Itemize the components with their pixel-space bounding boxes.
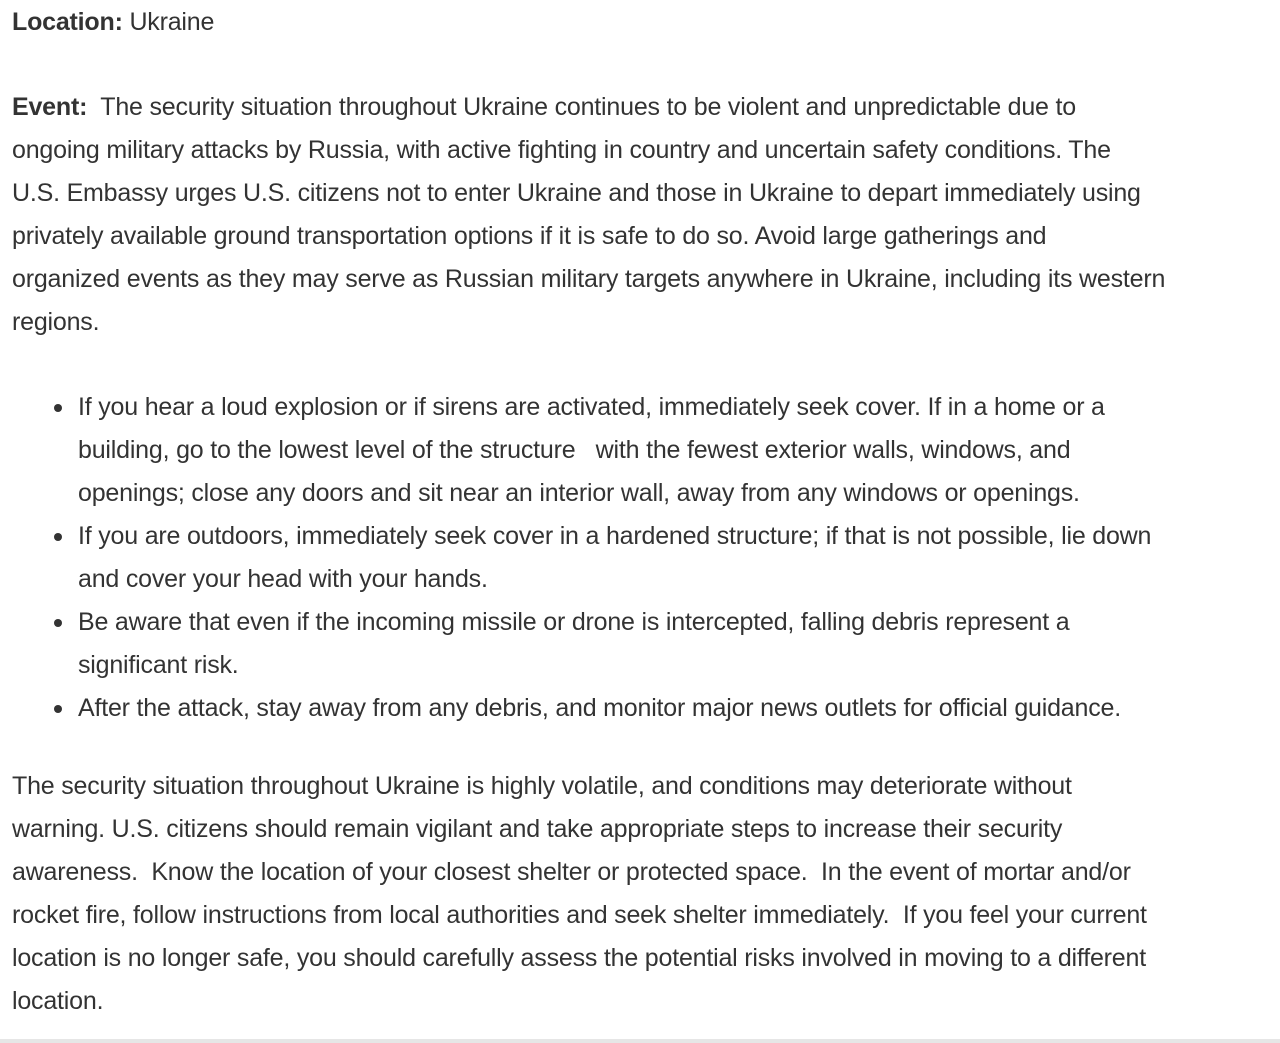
closing-line: warning. U.S. citizens should remain vigilant and take appropriate steps to increase their security bbox=[12, 815, 1063, 843]
event-line bbox=[12, 86, 1252, 129]
event-line: privately available ground transportation options if it is safe to do so. Avoid large gatherings and bbox=[12, 222, 1047, 250]
closing-line: location is no longer safe, you should carefully assess the potential risks involved in moving to a different bbox=[12, 944, 1146, 972]
list-item-line: openings; close any doors and sit near an interior wall, away from any windows or openings. bbox=[78, 479, 1080, 507]
bottom-divider bbox=[0, 1039, 1280, 1043]
event-line: ongoing military attacks by Russia, with active fighting in country and uncertain safety conditions. The bbox=[12, 136, 1111, 164]
list-item bbox=[12, 386, 1252, 515]
bullet-icon bbox=[54, 533, 62, 541]
event-text: The security situation throughout Ukraine continues to be violent and unpredictable due to bbox=[87, 93, 1076, 121]
list-item-line: Be aware that even if the incoming missile or drone is intercepted, falling debris represent a bbox=[78, 608, 1070, 636]
list-item-line: and cover your head with your hands. bbox=[78, 565, 488, 593]
event-line: organized events as they may serve as Russian military targets anywhere in Ukraine, including its western bbox=[12, 265, 1166, 293]
closing-paragraph bbox=[12, 765, 1252, 1023]
bullet-icon bbox=[54, 705, 62, 713]
list-item-line: significant risk. bbox=[78, 651, 239, 679]
location-label: Location: bbox=[12, 8, 123, 36]
closing-line: location. bbox=[12, 987, 104, 1015]
list-item bbox=[12, 687, 1252, 730]
list-item-line: After the attack, stay away from any debris, and monitor major news outlets for official guidance. bbox=[78, 694, 1121, 722]
list-item-line: If you hear a loud explosion or if sirens are activated, immediately seek cover. If in a home or a bbox=[78, 393, 1105, 421]
list-item-line: If you are outdoors, immediately seek cover in a hardened structure; if that is not possible, lie down bbox=[78, 522, 1152, 550]
closing-line: rocket fire, follow instructions from local authorities and seek shelter immediately. If you feel your current bbox=[12, 901, 1147, 929]
list-item bbox=[12, 601, 1252, 687]
event-line: U.S. Embassy urges U.S. citizens not to enter Ukraine and those in Ukraine to depart immediately using bbox=[12, 179, 1141, 207]
bullet-icon bbox=[54, 404, 62, 412]
closing-line: The security situation throughout Ukraine is highly volatile, and conditions may deteriorate without bbox=[12, 772, 1072, 800]
event-label: Event: bbox=[12, 93, 88, 121]
event-paragraph bbox=[12, 86, 1252, 344]
location-value: Ukraine bbox=[122, 8, 215, 36]
location-line bbox=[12, 1, 214, 44]
list-item-line: building, go to the lowest level of the structure with the fewest exterior walls, windows, and bbox=[78, 436, 1071, 464]
closing-line: awareness. Know the location of your closest shelter or protected space. In the event of mortar and/or bbox=[12, 858, 1131, 886]
bullet-icon bbox=[54, 619, 62, 627]
list-item bbox=[12, 515, 1252, 601]
event-line: regions. bbox=[12, 308, 100, 336]
safety-instructions-list bbox=[12, 386, 1252, 730]
